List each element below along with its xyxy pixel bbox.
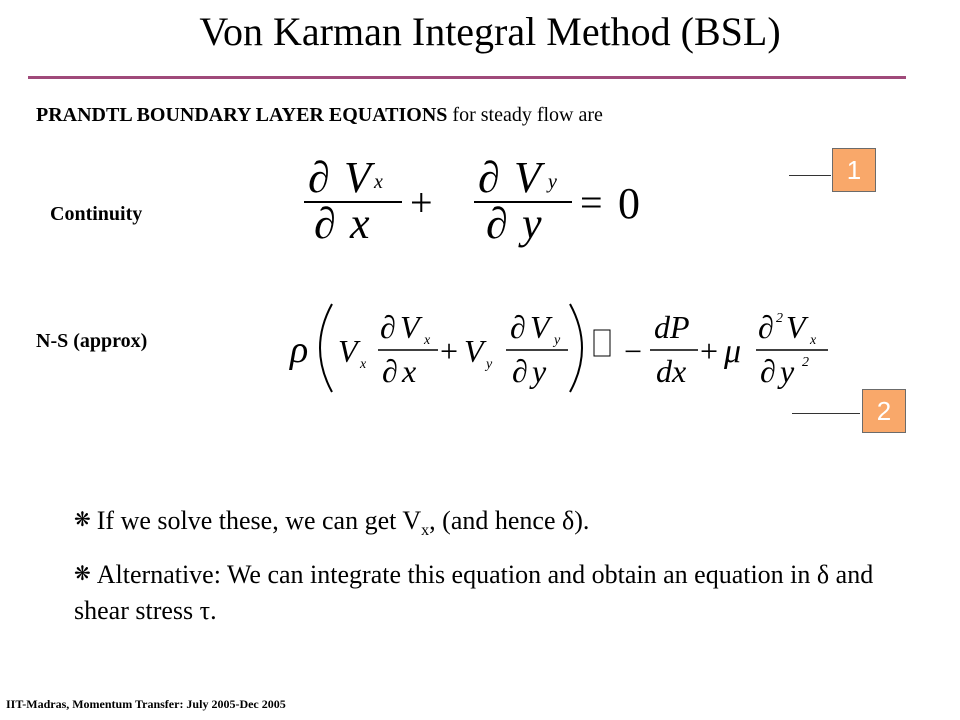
ns-frac1-num-partial: ∂: [380, 309, 396, 345]
ns-frac1-den-x: x: [402, 353, 417, 389]
slide-title: Von Karman Integral Method (BSL): [199, 9, 781, 54]
equation-number-1: 1: [832, 148, 876, 192]
bullet-list: [74, 504, 934, 638]
bullet-1-subscript: x: [421, 522, 430, 540]
ns-frac2-num-sub: y: [554, 333, 561, 348]
ns-left-paren: [320, 304, 332, 392]
bullet-item-1: [74, 504, 934, 548]
title-underline: [28, 76, 906, 79]
footer-text: IIT-Madras, Momentum Transfer: July 2005-Dec 2005: [6, 697, 286, 711]
ns-frac2-den-y: y: [532, 353, 547, 389]
cont-den-x: x: [350, 199, 370, 248]
ns-rho: ρ: [290, 329, 309, 371]
ns-frac4-num-sub: x: [810, 333, 817, 348]
bullet-1-text: If we solve these, we can get V: [96, 506, 422, 535]
cont-num-partial-y: ∂: [478, 153, 500, 202]
continuity-label: Continuity: [50, 203, 143, 225]
snowflake-bullet-icon: ❋: [74, 509, 91, 531]
bullet-2-text: Alternative: We can integrate this equation and obtain an equation in δ and shear stress τ.: [74, 560, 874, 626]
ns-frac4-num-partial: ∂: [758, 309, 774, 345]
ns-minus: −: [624, 333, 643, 369]
ns-frac4-num-sq: 2: [776, 311, 783, 326]
ns-frac4-num-v: V: [786, 309, 806, 345]
ns-vx-sub: x: [360, 357, 367, 372]
intro-text: [36, 104, 603, 127]
ns-frac1-num-sub: x: [424, 333, 431, 348]
eq2-leader-line: [792, 413, 860, 414]
ns-frac1-num-v: V: [400, 309, 420, 345]
cont-num-partial-x: ∂: [308, 153, 330, 202]
cont-plus: +: [410, 180, 433, 225]
ns-frac3-den: dx: [656, 353, 687, 389]
cont-num-sub-x: x: [374, 171, 383, 193]
ns-frac4-den-partial: ∂: [760, 353, 776, 389]
ns-plus-2: +: [700, 333, 719, 369]
ns-frac3-num: dP: [654, 309, 690, 345]
cont-zero: 0: [618, 179, 640, 228]
ns-frac1-den-partial: ∂: [382, 353, 398, 389]
ns-plus-1: +: [440, 333, 459, 369]
ns-vy-sub: y: [486, 357, 493, 372]
equation-number-2: 2: [862, 389, 906, 433]
bullet-1-text-end: , (and hence δ).: [429, 506, 590, 535]
ns-frac2-num-v: V: [530, 309, 550, 345]
missing-symbol-icon: [594, 330, 610, 356]
ns-frac2-den-partial: ∂: [512, 353, 528, 389]
cont-den-partial-y: ∂: [486, 199, 508, 248]
ns-frac4-den-y: y: [780, 353, 795, 389]
cont-equals: =: [580, 180, 603, 225]
intro-rest: for steady flow are: [447, 104, 603, 126]
snowflake-bullet-icon: ❋: [74, 563, 91, 586]
ns-right-paren: [570, 304, 582, 392]
bullet-item-2: [74, 558, 934, 628]
ns-equation: [288, 296, 848, 400]
ns-label: N-S (approx): [36, 330, 148, 352]
cont-num-vx: V: [344, 153, 371, 202]
cont-den-y: y: [522, 199, 542, 248]
continuity-equation: [300, 148, 660, 252]
intro-bold: PRANDTL BOUNDARY LAYER EQUATIONS: [36, 104, 448, 126]
ns-frac2-num-partial: ∂: [510, 309, 526, 345]
ns-vy: V: [464, 333, 484, 369]
ns-mu: μ: [724, 333, 742, 370]
ns-vx: V: [338, 333, 358, 369]
ns-frac4-den-sq: 2: [802, 355, 809, 370]
cont-den-partial-x: ∂: [314, 199, 336, 248]
eq1-leader-line: [789, 175, 831, 176]
cont-num-sub-y: y: [548, 171, 557, 193]
cont-num-vy: V: [514, 153, 541, 202]
